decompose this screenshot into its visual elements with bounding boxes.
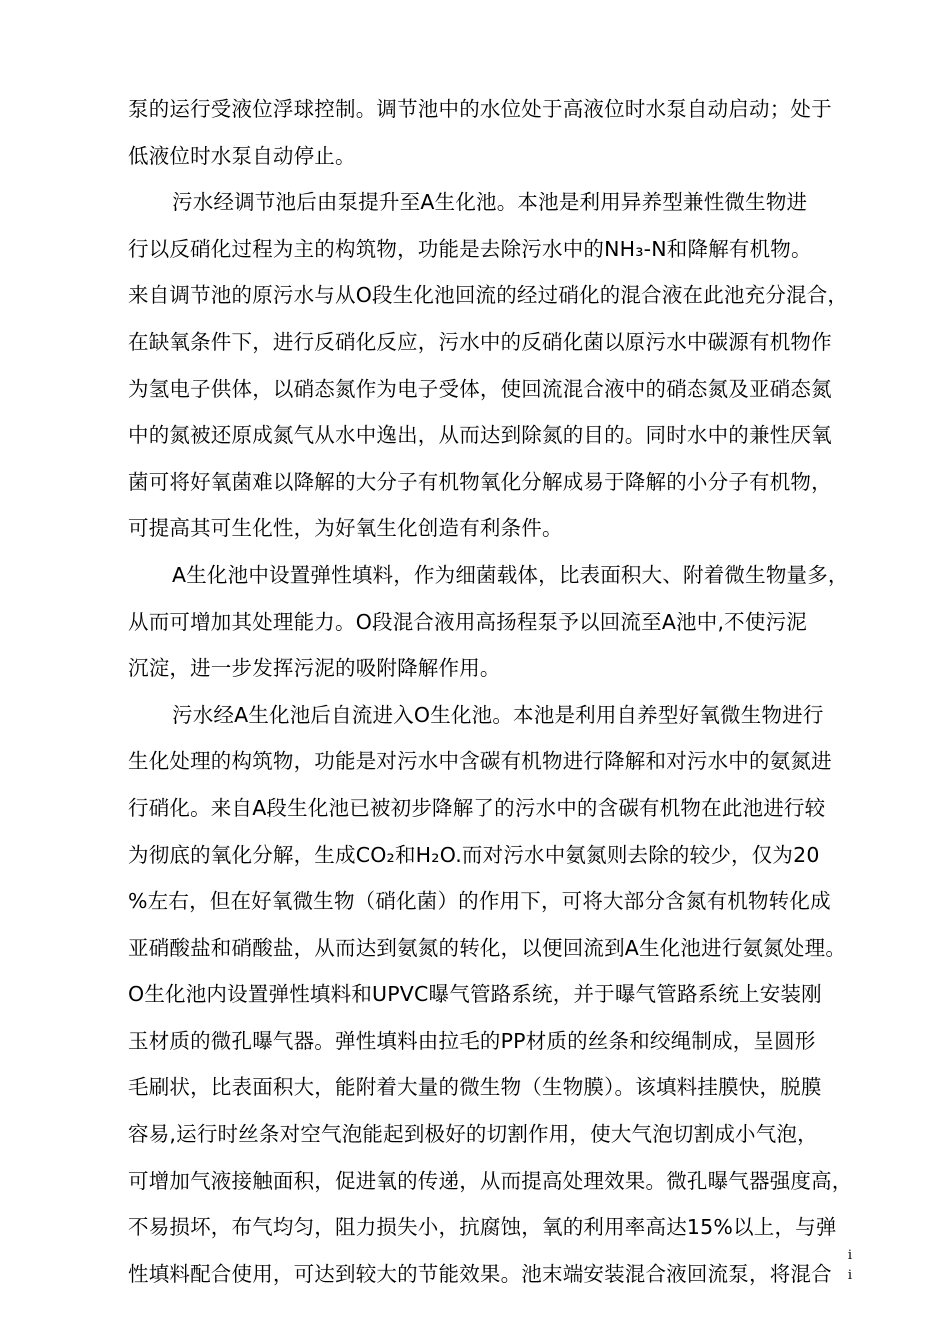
text-line: A生化池中设置弹性填料，作为细菌载体，比表面积大、附着微生物量多， xyxy=(172,562,849,587)
text-line: %左右，但在好氧微生物（硝化菌）的作用下，可将大部分含氮有机物转化成 xyxy=(128,889,831,914)
text-line: 不易损坏，布气均匀，阻力损失小，抗腐蚀，氧的利用率高达15%以上，与弹 xyxy=(128,1215,837,1240)
text-line: 毛刷状，比表面积大，能附着大量的微生物（生物膜）。该填料挂膜快，脱膜 xyxy=(128,1075,822,1100)
text-line: 性填料配合使用，可达到较大的节能效果。池末端安装混合液回流泵，将混合 xyxy=(128,1261,832,1286)
text-line: 从而可增加其处理能力。O段混合液用高扬程泵予以回流至A池中,不使污泥 xyxy=(128,609,807,634)
text-line: 低液位时水泵自动停止。 xyxy=(128,143,356,168)
text-line: 行硝化。来自A段生化池已被初步降解了的污水中的含碳有机物在此池进行较 xyxy=(128,795,826,820)
text-line: 行以反硝化过程为主的构筑物，功能是去除污水中的NH₃-N和降解有机物。 xyxy=(128,236,812,261)
page-number-glyph: i xyxy=(847,1248,853,1263)
text-line: 容易,运行时丝条对空气泡能起到极好的切割作用，使大气泡切割成小气泡， xyxy=(128,1122,818,1147)
text-line: 菌可将好氧菌难以降解的大分子有机物氧化分解成易于降解的小分子有机物， xyxy=(128,469,832,494)
text-line: 中的氮被还原成氮气从水中逸出，从而达到除氮的目的。同时水中的兼性厌氧 xyxy=(128,423,832,448)
text-line: 可增加气液接触面积，促进氧的传递，从而提高处理效果。微孔曝气器强度高， xyxy=(128,1168,853,1193)
text-line: 生化处理的构筑物，功能是对污水中含碳有机物进行降解和对污水中的氨氮进 xyxy=(128,749,832,774)
text-line: 为彻底的氧化分解，生成CO₂和H₂O.而对污水中氨氮则去除的较少，仅为20 xyxy=(128,842,820,867)
text-line: 在缺氧条件下，进行反硝化反应，污水中的反硝化菌以原污水中碳源有机物作 xyxy=(128,329,832,354)
body-text xyxy=(128,86,858,1297)
text-line: 污水经A生化池后自流进入O生化池。本池是利用自养型好氧微生物进行 xyxy=(172,702,824,727)
text-line: 亚硝酸盐和硝酸盐，从而达到氨氮的转化，以便回流到A生化池进行氨氮处理。 xyxy=(128,935,847,960)
page-number xyxy=(844,1246,856,1286)
text-line: 玉材质的微孔曝气器。弹性填料由拉毛的PP材质的丝条和绞绳制成，呈圆形 xyxy=(128,1028,816,1053)
text-line: O生化池内设置弹性填料和UPVC曝气管路系统，并于曝气管路系统上安装刚 xyxy=(128,982,822,1007)
page-number-glyph: i xyxy=(847,1268,853,1283)
text-line: 可提高其可生化性，为好氧生化创造有利条件。 xyxy=(128,516,563,541)
text-line: 来自调节池的原污水与从O段生化池回流的经过硝化的混合液在此池充分混合， xyxy=(128,283,849,308)
text-line: 污水经调节池后由泵提升至A生化池。本池是利用异养型兼性微生物进 xyxy=(172,190,808,215)
text-line: 为氢电子供体，以硝态氮作为电子受体，使回流混合液中的硝态氮及亚硝态氮 xyxy=(128,376,832,401)
text-line: 沉淀，进一步发挥污泥的吸附降解作用。 xyxy=(128,656,501,681)
text-line: 泵的运行受液位浮球控制。调节池中的水位处于高液位时水泵自动启动；处于 xyxy=(128,97,832,121)
